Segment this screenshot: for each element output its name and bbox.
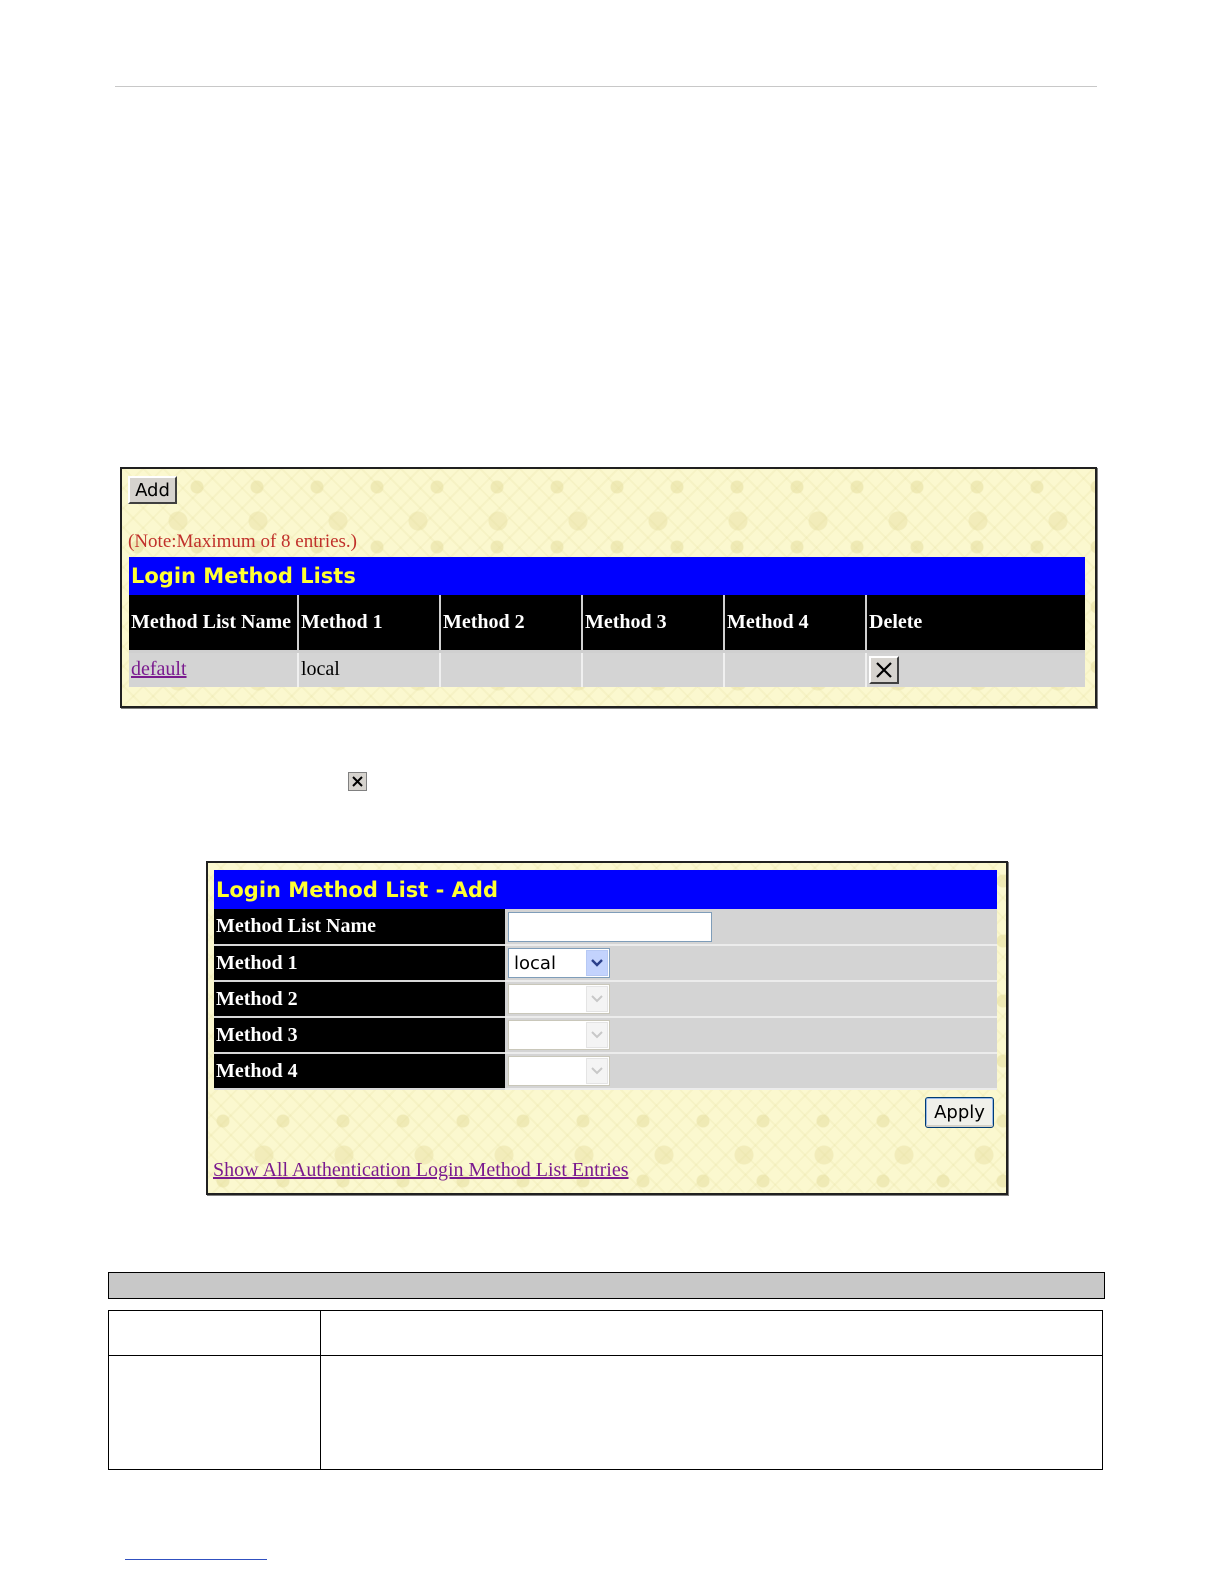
col-method-list-name: Method List Name bbox=[129, 595, 298, 651]
row-method3-cell bbox=[582, 651, 724, 687]
form-row-method-3 bbox=[214, 1017, 997, 1053]
col-method-3: Method 3 bbox=[582, 595, 724, 651]
close-x-icon bbox=[351, 775, 364, 788]
chevron-down-icon bbox=[586, 1022, 608, 1048]
show-all-entries-link[interactable]: Show All Authentication Login Method List Entries bbox=[213, 1159, 629, 1181]
top-rule bbox=[115, 86, 1097, 87]
method-3-cell bbox=[505, 1017, 997, 1053]
chevron-down-icon bbox=[586, 986, 608, 1012]
method-2-cell bbox=[505, 981, 997, 1017]
footer-link-underline bbox=[125, 1559, 267, 1560]
method-list-name-input[interactable] bbox=[508, 912, 712, 942]
table-header-row bbox=[129, 595, 1085, 651]
form-row-method-2 bbox=[214, 981, 997, 1017]
method-1-cell bbox=[505, 945, 997, 981]
method-4-label: Method 4 bbox=[214, 1053, 505, 1089]
row-delete-cell bbox=[866, 651, 1085, 687]
col-delete: Delete bbox=[866, 595, 1085, 651]
form-row-method-1 bbox=[214, 945, 997, 981]
method-2-label: Method 2 bbox=[214, 981, 505, 1017]
add-button[interactable]: Add bbox=[128, 476, 177, 504]
chevron-down-icon[interactable] bbox=[586, 950, 608, 976]
parameter-table-divider bbox=[320, 1311, 321, 1469]
close-x-icon bbox=[874, 660, 894, 680]
delete-icon-illustration bbox=[348, 772, 367, 791]
row-method4-cell bbox=[724, 651, 866, 687]
apply-button[interactable]: Apply bbox=[925, 1097, 994, 1128]
delete-button[interactable] bbox=[869, 656, 899, 684]
form-row-name bbox=[214, 909, 997, 945]
col-method-1: Method 1 bbox=[298, 595, 440, 651]
method-2-select bbox=[508, 984, 610, 1014]
max-entries-note: (Note:Maximum of 8 entries.) bbox=[128, 531, 358, 552]
login-method-list-add-title: Login Method List - Add bbox=[214, 870, 997, 909]
method-3-select bbox=[508, 1020, 610, 1050]
chevron-down-icon bbox=[586, 1058, 608, 1084]
method-list-name-cell bbox=[505, 909, 997, 945]
row-method1-cell: local bbox=[298, 651, 440, 687]
method-1-select[interactable] bbox=[508, 948, 610, 978]
parameter-table bbox=[108, 1310, 1103, 1470]
method-1-label: Method 1 bbox=[214, 945, 505, 981]
parameter-table-row-divider bbox=[109, 1355, 1102, 1356]
form-row-method-4 bbox=[214, 1053, 997, 1089]
method-list-name-label: Method List Name bbox=[214, 909, 505, 945]
method-4-cell bbox=[505, 1053, 997, 1089]
login-method-list-add-form bbox=[214, 909, 997, 1090]
login-method-lists-table bbox=[129, 595, 1085, 687]
login-method-lists-title: Login Method Lists bbox=[129, 557, 1085, 595]
method-3-label: Method 3 bbox=[214, 1017, 505, 1053]
method-list-default-link[interactable]: default bbox=[131, 658, 187, 681]
method-4-select bbox=[508, 1056, 610, 1086]
col-method-2: Method 2 bbox=[440, 595, 582, 651]
parameter-table-header bbox=[108, 1272, 1105, 1299]
row-method2-cell bbox=[440, 651, 582, 687]
method-1-value: local bbox=[514, 952, 556, 974]
col-method-4: Method 4 bbox=[724, 595, 866, 651]
table-row bbox=[129, 651, 1085, 687]
row-name-cell bbox=[129, 651, 298, 687]
